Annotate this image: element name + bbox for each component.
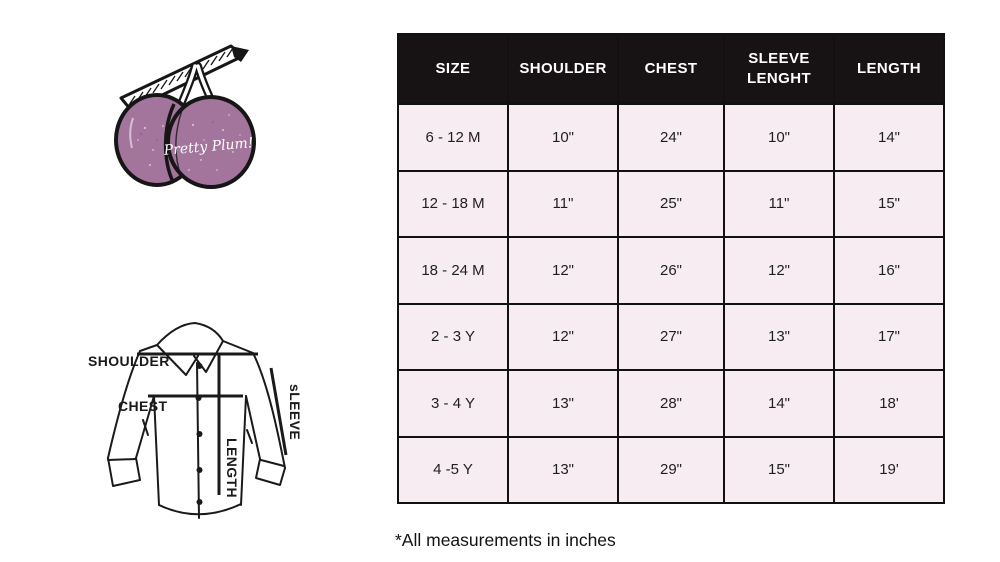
measurement-cell: 14" — [724, 370, 834, 437]
measurement-cell: 18' — [834, 370, 944, 437]
column-header: SHOULDER — [508, 34, 618, 104]
measurement-cell: 28" — [618, 370, 724, 437]
measurement-cell: 10" — [508, 104, 618, 171]
column-header: SIZE — [398, 34, 508, 104]
size-cell: 3 - 4 Y — [398, 370, 508, 437]
neckline — [157, 323, 223, 345]
column-header: CHEST — [618, 34, 724, 104]
chest-label: CHEST — [118, 398, 168, 414]
table-row — [398, 370, 944, 437]
logo-text: Pretty Plum! — [163, 135, 255, 159]
table-row — [398, 171, 944, 238]
plum-logo-illustration — [105, 10, 300, 190]
size-cell: 12 - 18 M — [398, 171, 508, 238]
column-header: LENGTH — [834, 34, 944, 104]
table-row — [398, 437, 944, 504]
size-cell: 2 - 3 Y — [398, 304, 508, 371]
measurement-cell: 15" — [724, 437, 834, 504]
measurement-cell: 13" — [724, 304, 834, 371]
measurement-cell: 13" — [508, 370, 618, 437]
measurement-cell: 11" — [724, 171, 834, 238]
measurement-cell: 12" — [508, 237, 618, 304]
size-cell: 6 - 12 M — [398, 104, 508, 171]
measurement-cell: 12" — [724, 237, 834, 304]
column-header: SLEEVE LENGHT — [724, 34, 834, 104]
measurement-cell: 17" — [834, 304, 944, 371]
brand-logo — [105, 10, 300, 190]
shoulder-label: SHOULDER — [88, 353, 170, 369]
measurement-cell: 12" — [508, 304, 618, 371]
sleeve-label: sLEEVE — [287, 384, 303, 441]
shirt-outline — [80, 308, 320, 530]
measurement-cell: 16" — [834, 237, 944, 304]
measurement-cell: 14" — [834, 104, 944, 171]
measurement-cell: 13" — [508, 437, 618, 504]
measurement-cell: 11" — [508, 171, 618, 238]
measurement-cell: 26" — [618, 237, 724, 304]
measurement-cell: 10" — [724, 104, 834, 171]
measurement-cell: 25" — [618, 171, 724, 238]
length-label: LENGTH — [224, 438, 240, 498]
table-row — [398, 237, 944, 304]
measurement-cell: 15" — [834, 171, 944, 238]
measurement-cell: 27" — [618, 304, 724, 371]
table-header-row — [398, 34, 944, 104]
shirt-measurement-diagram — [80, 308, 320, 530]
measurement-cell: 29" — [618, 437, 724, 504]
measurements-footnote: *All measurements in inches — [395, 530, 616, 550]
measurement-cell: 19' — [834, 437, 944, 504]
size-chart-table — [397, 33, 945, 504]
table-row — [398, 304, 944, 371]
size-cell: 4 -5 Y — [398, 437, 508, 504]
size-cell: 18 - 24 M — [398, 237, 508, 304]
measurement-cell: 24" — [618, 104, 724, 171]
table-row — [398, 104, 944, 171]
plums-drawing — [116, 95, 254, 187]
